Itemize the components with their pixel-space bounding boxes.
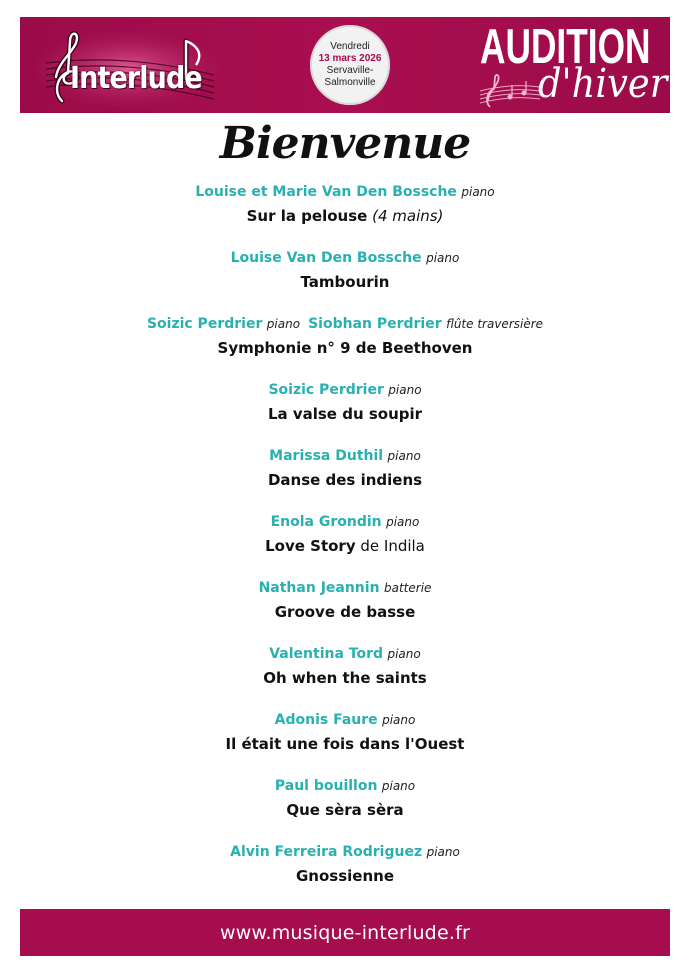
program-item bbox=[0, 246, 690, 312]
performer-instrument: piano bbox=[381, 779, 416, 793]
piece-title: Sur la pelouse bbox=[246, 207, 368, 225]
performers-line bbox=[0, 840, 690, 864]
piece-line bbox=[0, 468, 690, 492]
interlude-logo bbox=[36, 23, 220, 107]
welcome-heading: Bienvenue bbox=[219, 118, 471, 169]
performer-name: Enola Grondin bbox=[270, 514, 382, 530]
date-value: 13 mars 2026 bbox=[318, 53, 382, 64]
performers-line bbox=[0, 708, 690, 732]
logo-text: Interlude bbox=[70, 61, 202, 96]
performer-name: Alvin Ferreira Rodriguez bbox=[230, 844, 423, 860]
performer-instrument: piano bbox=[387, 647, 421, 661]
performers-line bbox=[0, 510, 690, 534]
program-item bbox=[0, 444, 690, 510]
piece-detail: de Indila bbox=[355, 537, 425, 555]
performers-line bbox=[0, 576, 690, 600]
piece-line bbox=[0, 534, 690, 558]
performer-instrument: piano bbox=[388, 383, 422, 397]
piece-line bbox=[0, 600, 690, 624]
performer-name: Siobhan Perdrier bbox=[308, 316, 442, 332]
performer-name: Nathan Jeannin bbox=[258, 580, 380, 596]
date-day: Vendredi bbox=[330, 41, 370, 52]
performer-name: Soizic Perdrier bbox=[146, 316, 263, 332]
performers-line bbox=[0, 378, 690, 402]
date-place-line2: Salmonville bbox=[324, 77, 376, 88]
performers-line bbox=[0, 180, 690, 204]
performer-name: Louise Van Den Bossche bbox=[230, 250, 422, 266]
performer-name: Adonis Faure bbox=[274, 712, 378, 728]
performer-instrument: piano bbox=[426, 251, 460, 265]
date-badge bbox=[310, 25, 390, 105]
music-notes-icon bbox=[480, 73, 540, 113]
performer-name: Paul bouillon bbox=[274, 778, 378, 794]
performers-line bbox=[0, 444, 690, 468]
piece-line bbox=[0, 270, 690, 294]
piece-title: Il était une fois dans l'Ouest bbox=[225, 735, 465, 753]
piece-title: Oh when the saints bbox=[263, 669, 427, 687]
performer-name: Soizic Perdrier bbox=[268, 382, 384, 398]
program-list bbox=[0, 180, 690, 906]
piece-detail: (4 mains) bbox=[367, 207, 444, 225]
piece-title: Love Story bbox=[265, 537, 356, 555]
piece-line bbox=[0, 798, 690, 822]
website-link[interactable]: www.musique-interlude.fr bbox=[220, 921, 470, 944]
piece-title: Tambourin bbox=[300, 273, 390, 291]
piece-title: La valse du soupir bbox=[267, 405, 423, 423]
performers-line bbox=[0, 312, 690, 336]
piece-line bbox=[0, 336, 690, 360]
piece-title: Symphonie n° 9 de Beethoven bbox=[217, 339, 473, 357]
event-subtitle: d'hiver bbox=[538, 61, 668, 107]
performers-line bbox=[0, 246, 690, 270]
performer-instrument: piano bbox=[386, 515, 420, 529]
event-title: AUDITION bbox=[480, 20, 651, 74]
performer-instrument: piano bbox=[387, 449, 421, 463]
program-item bbox=[0, 576, 690, 642]
program-item bbox=[0, 180, 690, 246]
piece-title: Danse des indiens bbox=[267, 471, 423, 489]
program-item bbox=[0, 840, 690, 906]
program-item bbox=[0, 774, 690, 840]
performer-instrument: piano bbox=[266, 317, 301, 331]
piece-title: Gnossienne bbox=[296, 867, 394, 885]
piece-line bbox=[0, 204, 690, 228]
piece-line bbox=[0, 666, 690, 690]
piece-title: Groove de basse bbox=[274, 603, 416, 621]
performer-instrument: flûte traversière bbox=[446, 317, 544, 331]
program-item bbox=[0, 312, 690, 378]
piece-line bbox=[0, 864, 690, 888]
piece-title: Que sèra sèra bbox=[286, 801, 404, 819]
program-item bbox=[0, 510, 690, 576]
performer-instrument: piano bbox=[426, 845, 460, 859]
performer-name: Louise et Marie Van Den Bossche bbox=[195, 184, 457, 200]
performer-name: Valentina Tord bbox=[269, 646, 384, 662]
header-banner bbox=[20, 17, 670, 113]
performer-instrument: piano bbox=[382, 713, 416, 727]
performer-instrument: batterie bbox=[384, 581, 432, 595]
performers-line bbox=[0, 642, 690, 666]
performers-line bbox=[0, 774, 690, 798]
program-item bbox=[0, 378, 690, 444]
performer-instrument: piano bbox=[461, 185, 495, 199]
footer-banner bbox=[20, 909, 670, 956]
program-item bbox=[0, 642, 690, 708]
date-place-line1: Servaville- bbox=[326, 65, 374, 76]
piece-line bbox=[0, 402, 690, 426]
performer-name: Marissa Duthil bbox=[269, 448, 384, 464]
program-item bbox=[0, 708, 690, 774]
piece-line bbox=[0, 732, 690, 756]
